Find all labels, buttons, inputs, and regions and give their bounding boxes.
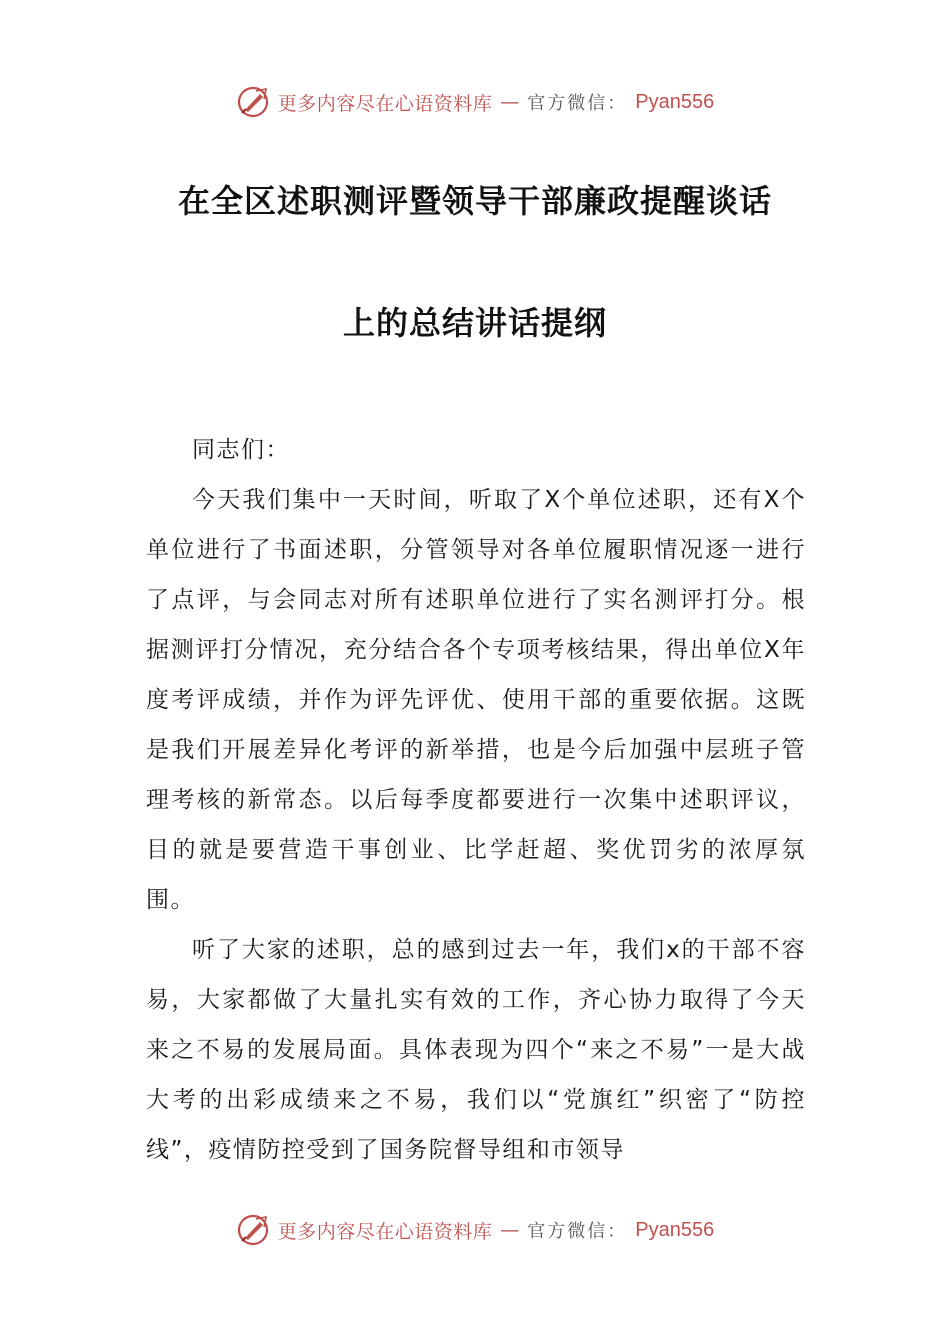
quill-pen-logo-icon: [236, 1213, 270, 1247]
document-title-line-2: 上的总结讲话提纲: [342, 304, 607, 342]
quill-pen-logo-icon: [236, 85, 270, 119]
banner-wechat-label: 官方微信：: [527, 93, 628, 114]
banner-separator: —: [500, 1219, 520, 1241]
body-paragraph: 听了大家的述职，总的感到过去一年，我们x的干部不容易，大家都做了大量扎实有效的工作，齐心协力取得了今天来之不易的发展局面。具体表现为四个“来之不易”一是大战大考的出彩成绩来之不易，我们以“党旗红”织密了“防控线”，疫情防控受到了国务院督导组和市领导: [146, 937, 806, 1163]
salutation-paragraph: 同志们：: [192, 437, 290, 463]
header-banner: [0, 82, 950, 122]
banner-brand-text: 更多内容尽在心语资料库: [277, 1220, 493, 1243]
banner-separator: —: [500, 91, 520, 113]
document-title-line-1: 在全区述职测评暨领导干部廉政提醒谈话: [177, 182, 772, 220]
banner-wechat-id: Pyan556: [635, 1218, 715, 1241]
body-paragraph: 今天我们集中一天时间，听取了X个单位述职，还有X个单位进行了书面述职，分管领导对各单位履职情况逐一进行了点评，与会同志对所有述职单位进行了实名测评打分。根据测评打分情况，充分结合各个专项考核结果，得出单位X年度考评成绩，并作为评先评优、使用干部的重要依据。这既是我们开展差异化考评的新举措，也是今后加强中层班子管理考核的新常态。以后每季度都要进行一次集中述职评议，目的就是要营造干事创业、比学赶超、奖优罚劣的浓厚氛围。: [146, 487, 806, 913]
banner-wechat-id: Pyan556: [635, 90, 715, 113]
document-body: [146, 425, 806, 1175]
banner-brand-text: 更多内容尽在心语资料库: [277, 92, 493, 115]
footer-banner: [0, 1210, 950, 1250]
banner-wechat-label: 官方微信：: [527, 1221, 628, 1242]
